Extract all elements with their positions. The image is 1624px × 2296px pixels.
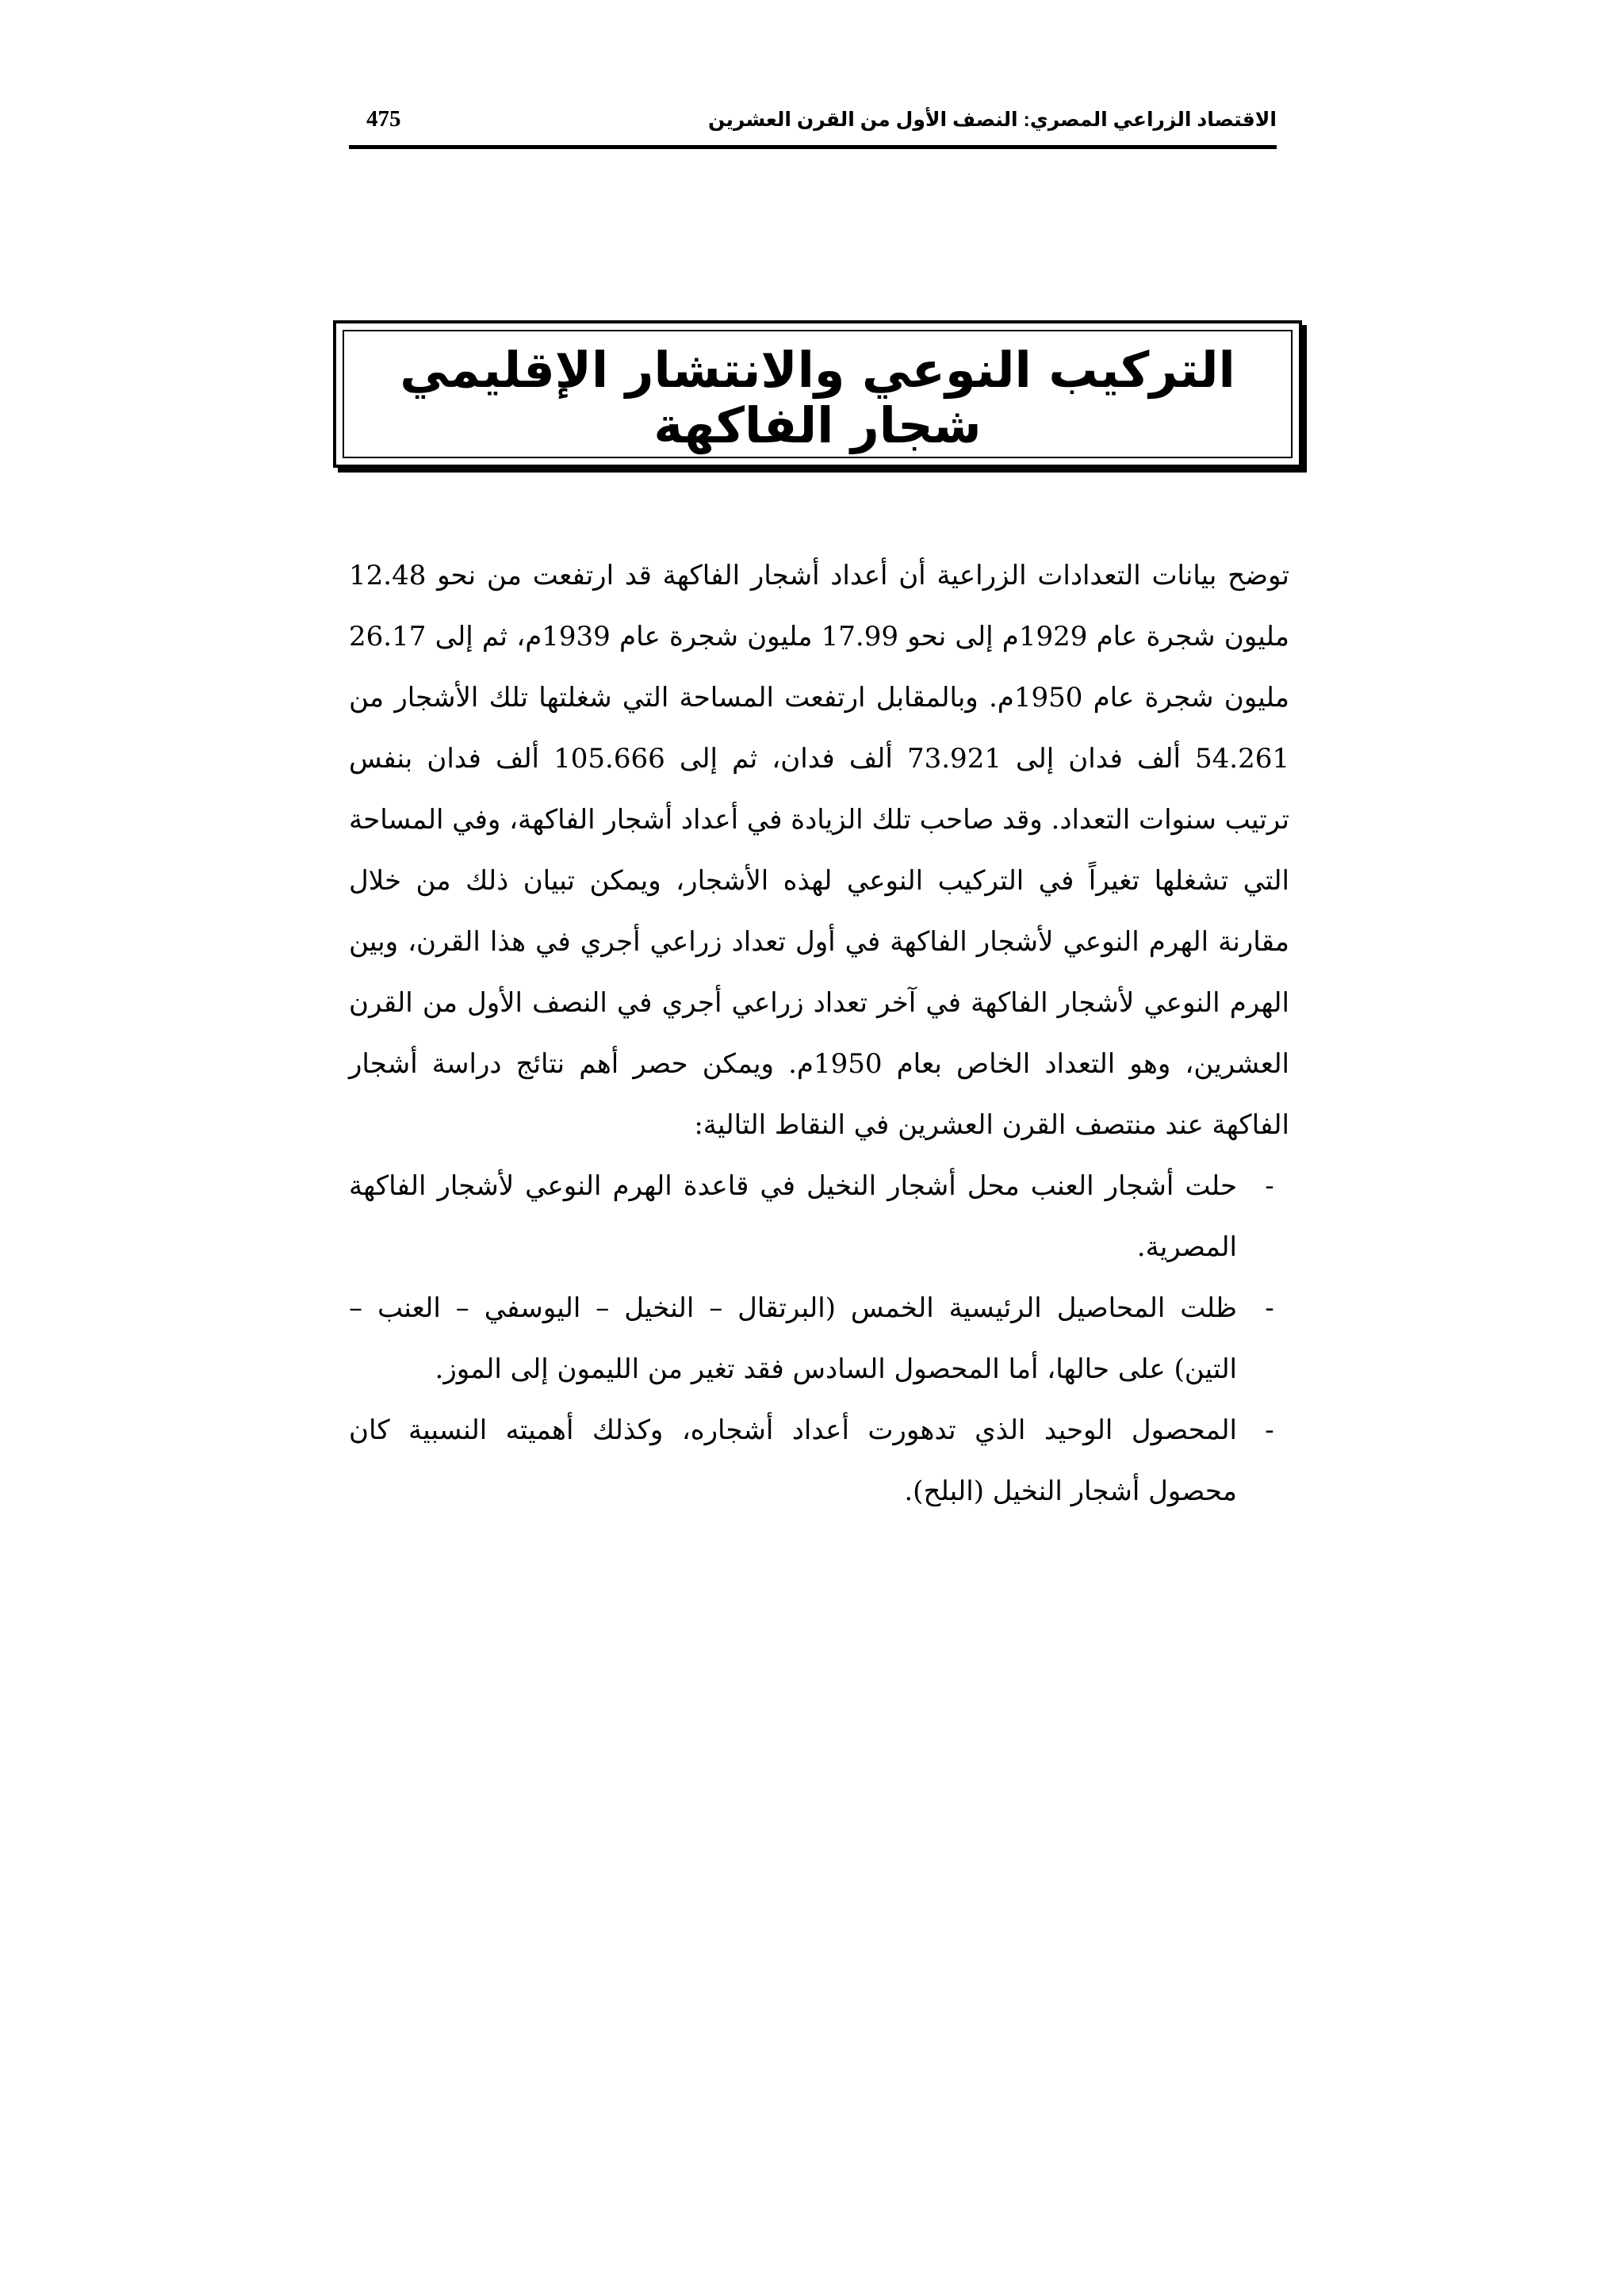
bullet-text: حلت أشجار العنب محل أشجار النخيل في قاعدة الهرم النوعي لأشجار الفاكهة المصرية. (349, 1170, 1237, 1263)
chapter-title-line-1: التركيب النوعي والانتشار الإقليمي (400, 341, 1235, 399)
bullet-item (349, 1278, 1289, 1400)
bullet-dash: - (1265, 1292, 1274, 1324)
running-header (349, 101, 1277, 149)
chapter-title-box (333, 320, 1302, 468)
bullet-text: ظلت المحاصيل الرئيسية الخمس (البرتقال – النخيل – اليوسفي – العنب – التين) على حالها، أما المحصول السادس فقد تغير من الليمون إلى الموز. (349, 1292, 1237, 1385)
bullet-item (349, 1400, 1289, 1522)
bullet-item (349, 1156, 1289, 1278)
body-paragraph: توضح بيانات التعدادات الزراعية أن أعداد أشجار الفاكهة قد ارتفعت من نحو 12.48 مليون شجرة عام 1929م إلى نحو 17.99 مليون شجرة عام 1939م، ثم إلى 26.17 مليون شجرة عام 1950م. وبالمقابل ارتفعت المساحة التي شغلتها تلك الأشجار من 54.261 ألف فدان إلى 73.921 ألف فدان، ثم إلى 105.666 ألف فدان بنفس ترتيب سنوات التعداد. وقد صاحب تلك الزيادة في أعداد أشجار الفاكهة، وفي المساحة التي تشغلها تغيراً في التركيب النوعي لهذه الأشجار، ويمكن تبيان ذلك من خلال مقارنة الهرم النوعي لأشجار الفاكهة في أول تعداد زراعي أجري في هذا القرن، وبين الهرم النوعي لأشجار الفاكهة في آخر تعداد زراعي أجري في النصف الأول من القرن العشرين، وهو التعداد الخاص بعام 1950م. ويمكن حصر أهم نتائج دراسة أشجار الفاكهة عند منتصف القرن العشرين في النقاط التالية: (349, 560, 1290, 1141)
bullet-dash: - (1265, 1414, 1274, 1446)
bullet-text: المحصول الوحيد الذي تدهورت أعداد أشجاره، وكذلك أهميته النسبية كان محصول أشجار النخيل (البلح). (349, 1414, 1237, 1507)
running-header-title: الاقتصاد الزراعي المصري: النصف الأول من القرن العشرين (708, 109, 1277, 131)
bullet-list (349, 1156, 1289, 1522)
chapter-title-line-2: شجار الفاكهة (653, 396, 982, 454)
page-number: 475 (366, 106, 401, 132)
body-text (349, 545, 1289, 1522)
header-rule (349, 145, 1277, 149)
bullet-dash: - (1265, 1170, 1274, 1202)
